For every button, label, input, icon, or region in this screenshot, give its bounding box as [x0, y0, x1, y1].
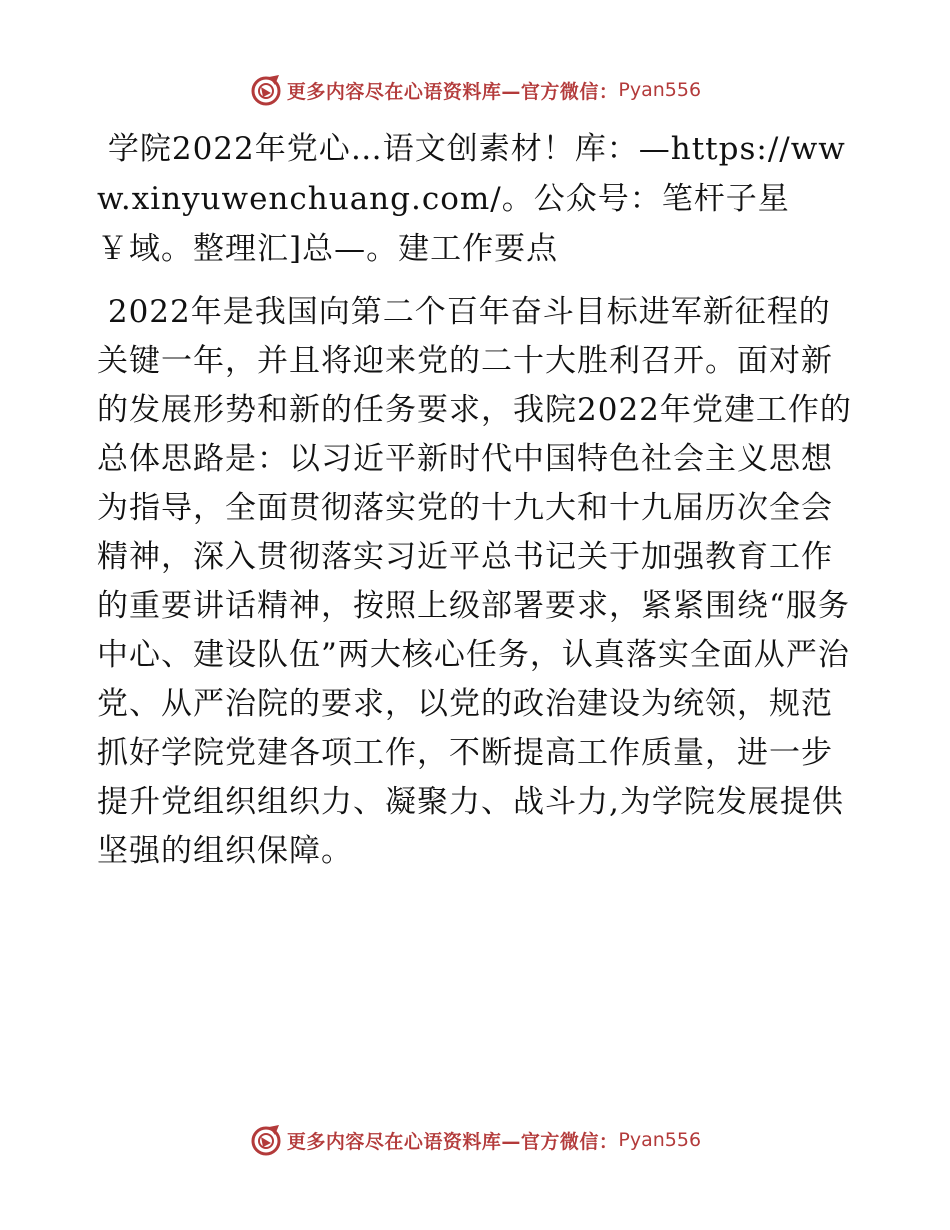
header-promo-text: 更多内容尽在心语资料库—官方微信： [286, 80, 619, 103]
header-wechat-handle: Pyan556 [618, 79, 702, 101]
footer-promo-text: 更多内容尽在心语资料库—官方微信： [286, 1130, 619, 1153]
footer-wechat-handle: Pyan556 [618, 1129, 702, 1151]
document-content [97, 124, 857, 876]
footer-banner [0, 1120, 950, 1160]
brand-logo-icon [249, 73, 283, 107]
brand-logo-icon [249, 1123, 283, 1157]
header-banner [0, 70, 950, 110]
document-title: 学院2022年党心…语文创素材！库：—https://www.xinyuwenchuang.com/。公众号：笔杆子星￥域。整理汇]总—。建工作要点 [97, 131, 846, 267]
document-paragraph: 2022年是我国向第二个百年奋斗目标进军新征程的关键一年，并且将迎来党的二十大胜利召开。面对新的发展形势和新的任务要求，我院2022年党建工作的总体思路是：以习近平新时代中国特色社会主义思想为指导，全面贯彻落实党的十九大和十九届历次全会精神，深入贯彻落实习近平总书记关于加强教育工作的重要讲话精神，按照上级部署要求，紧紧围绕“服务中心、建设队伍”两大核心任务，认真落实全面从严治党、从严治院的要求，以党的政治建设为统领，规范抓好学院党建各项工作，不断提高工作质量，进一步提升党组织组织力、凝聚力、战斗力,为学院发展提供坚强的组织保障。 [97, 294, 852, 869]
